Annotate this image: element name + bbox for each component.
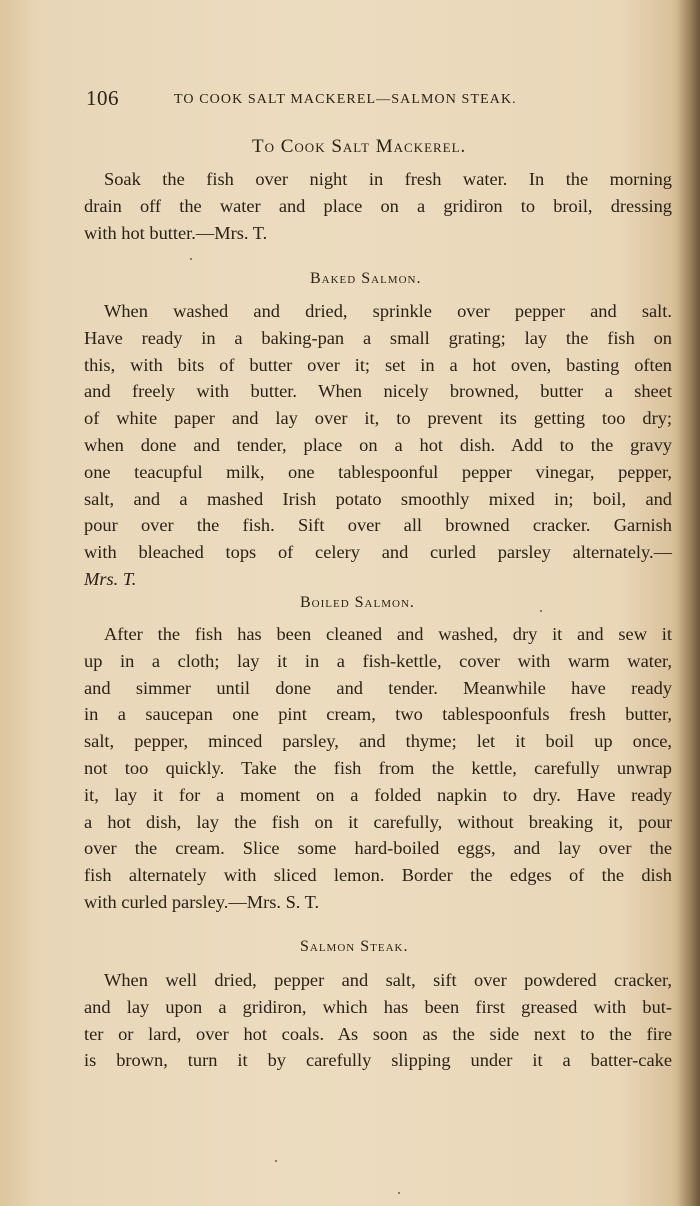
text-line: and freely with butter. When nicely browned, butter a sheet — [84, 381, 672, 402]
running-title: TO COOK SALT MACKEREL—SALMON STEAK. — [174, 92, 517, 107]
text-line: with hot butter.—Mrs. T. — [84, 222, 268, 243]
text-line: with curled parsley.—Mrs. S. T. — [84, 891, 320, 912]
recipe-body-boiled-salmon — [84, 621, 672, 916]
text-line: salt, pepper, minced parsley, and thyme; let it boil up once, — [84, 731, 672, 752]
text-line: When well dried, pepper and salt, sift over powdered cracker, — [104, 970, 672, 990]
paper-speck — [398, 1192, 400, 1194]
recipe-heading-boiled-salmon: Boiled Salmon. — [300, 594, 415, 611]
text-line: with bleached tops of celery and curled parsley alternately.— — [84, 542, 672, 563]
paper-speck — [540, 610, 542, 612]
text-line: ter or lard, over hot coals. As soon as the side next to the fire — [84, 1023, 672, 1044]
running-head — [86, 86, 606, 116]
text-line: a hot dish, lay the fish on it carefully, without breaking it, pour — [84, 811, 672, 832]
text-line: and simmer until done and tender. Meanwhile have ready — [84, 677, 672, 698]
recipe-body-salmon-steak — [84, 967, 672, 1074]
text-line: of white paper and lay over it, to prevent its getting too dry; — [84, 408, 672, 429]
text-line: not too quickly. Take the fish from the kettle, carefully unwrap — [84, 757, 672, 778]
page-edge-shadow — [678, 0, 700, 1206]
text-line: is brown, turn it by carefully slipping under it a batter-cake — [84, 1050, 672, 1071]
text-line: one teacupful milk, one tablespoonful pepper vinegar, pepper, — [84, 461, 672, 482]
text-line: drain off the water and place on a gridiron to broil, dressing — [84, 195, 672, 216]
text-line: when done and tender, place on a hot dish. Add to the gravy — [84, 434, 672, 455]
text-line: salt, and a mashed Irish potato smoothly mixed in; boil, and — [84, 488, 672, 509]
text-line: it, lay it for a moment on a folded napkin to dry. Have ready — [84, 784, 672, 805]
text-line: this, with bits of butter over it; set in a hot oven, basting often — [84, 354, 672, 375]
recipe-body-baked-salmon — [84, 298, 672, 593]
text-line: over the cream. Slice some hard-boiled eggs, and lay over the — [84, 838, 672, 859]
text-line: and lay upon a gridiron, which has been first greased with but- — [84, 996, 672, 1017]
paper-speck — [190, 258, 192, 260]
text-line: up in a cloth; lay it in a fish-kettle, cover with warm water, — [84, 650, 672, 671]
text-line: in a saucepan one pint cream, two tablespoonfuls fresh butter, — [84, 704, 672, 725]
recipe-heading-baked-salmon: Baked Salmon. — [310, 270, 422, 287]
recipe-heading-salt-mackerel: To Cook Salt Mackerel. — [252, 136, 467, 157]
recipe-heading-salmon-steak: Salmon Steak. — [300, 938, 409, 955]
text-line: pour over the fish. Sift over all browned cracker. Garnish — [84, 515, 672, 536]
text-line-signature: Mrs. T. — [84, 568, 137, 589]
text-line: Soak the fish over night in fresh water. In the morning — [104, 169, 672, 189]
page-number: 106 — [86, 86, 119, 110]
text-line: After the fish has been cleaned and washed, dry it and sew it — [104, 624, 672, 644]
recipe-body-salt-mackerel — [84, 166, 672, 246]
text-line: When washed and dried, sprinkle over pepper and salt. — [104, 301, 672, 321]
text-line: Have ready in a baking-pan a small grating; lay the fish on — [84, 327, 672, 348]
text-line: fish alternately with sliced lemon. Border the edges of the dish — [84, 865, 672, 886]
paper-speck — [275, 1160, 277, 1162]
